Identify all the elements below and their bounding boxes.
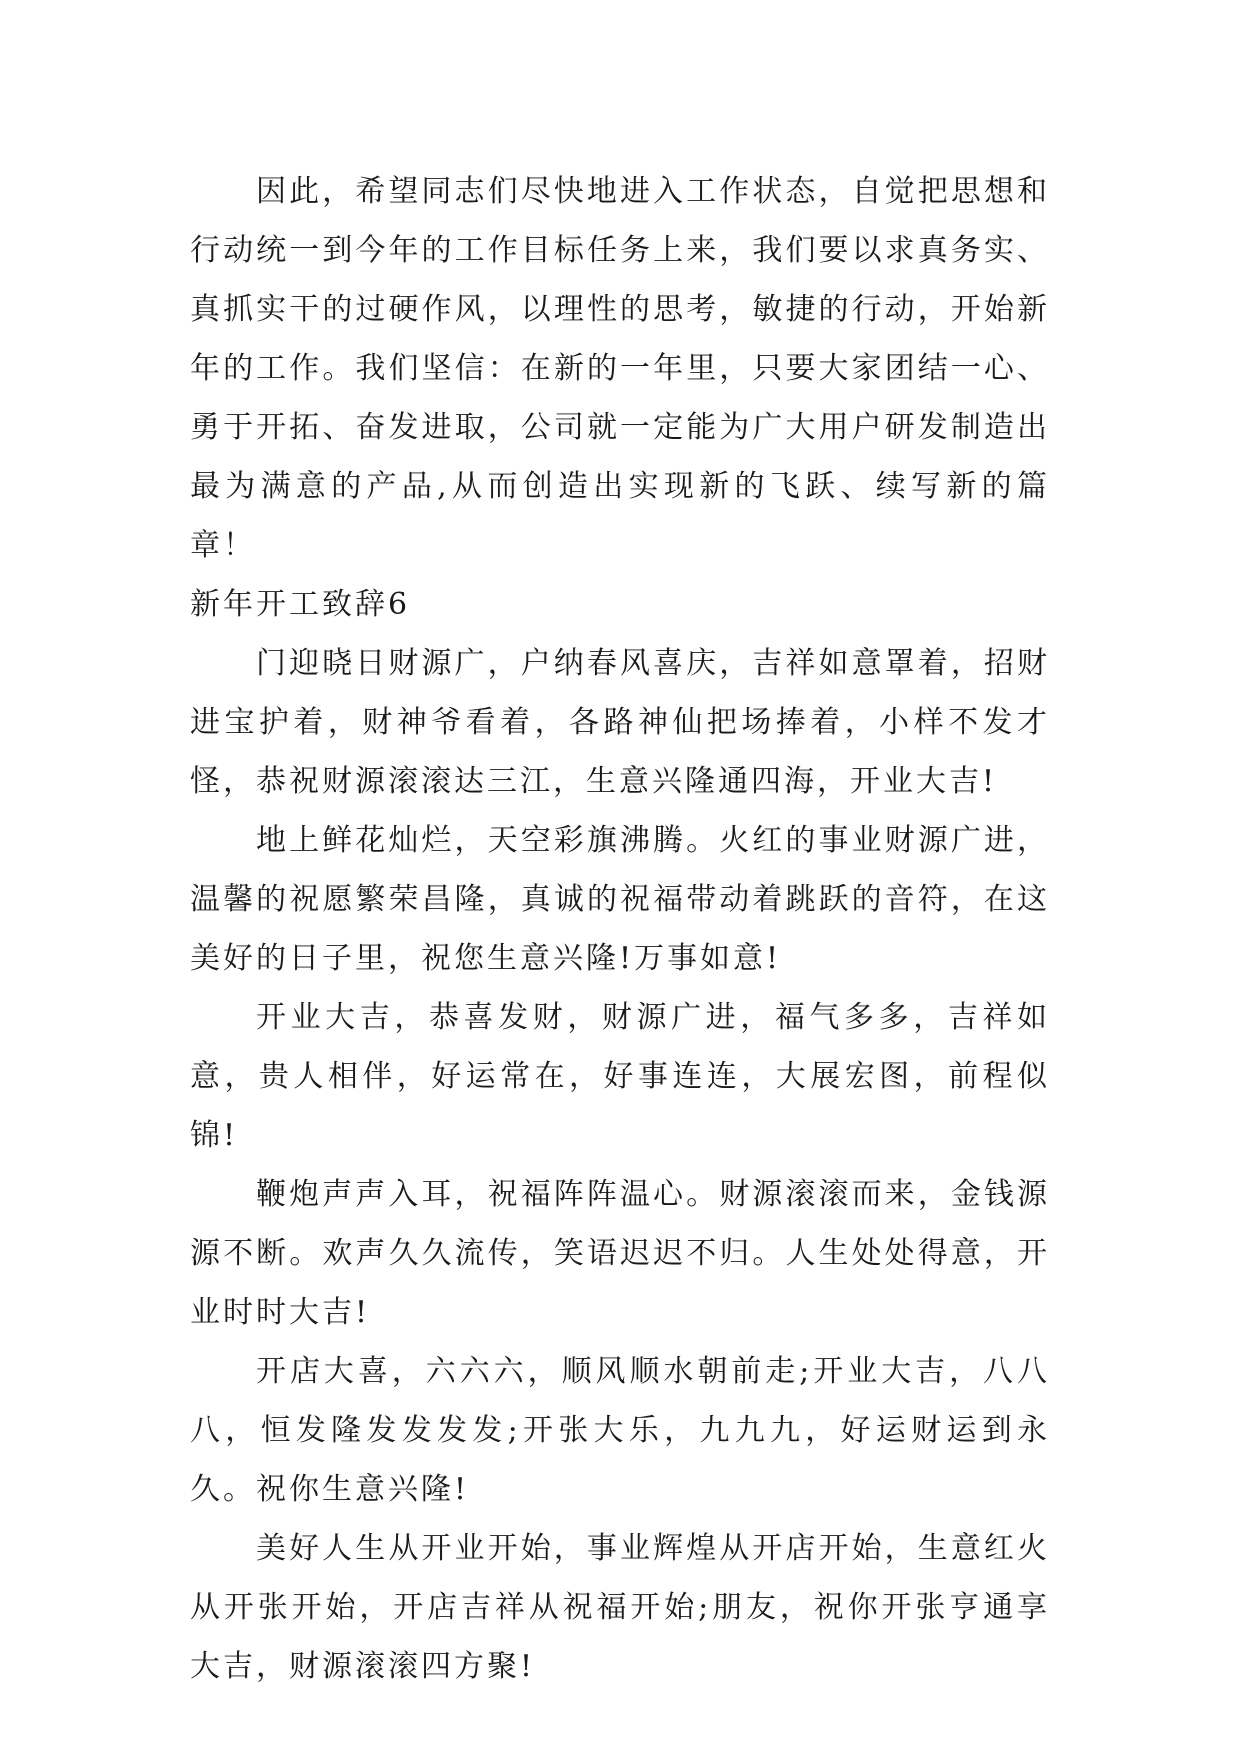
paragraph-blessing-5: 开店大喜，六六六，顺风顺水朝前走;开业大吉，八八八，恒发隆发发发发;开张大乐，九九九，好运财运到永久。祝你生意兴隆!: [190, 1354, 1050, 1507]
paragraph-blessing-2: 地上鲜花灿烂，天空彩旗沸腾。火红的事业财源广进，温馨的祝愿繁荣昌隆，真诚的祝福带动着跳跃的音符，在这美好的日子里，祝您生意兴隆!万事如意!: [190, 823, 1050, 976]
paragraph-blessing-6: 美好人生从开业开始，事业辉煌从开店开始，生意红火从开张开始，开店吉祥从祝福开始;朋友，祝你开张亨通享大吉，财源滚滚四方聚!: [190, 1531, 1050, 1684]
paragraph-blessing-1: 门迎晓日财源广，户纳春风喜庆，吉祥如意罩着，招财进宝护着，财神爷看着，各路神仙把场捧着，小样不发才怪，恭祝财源滚滚达三江，生意兴隆通四海，开业大吉!: [190, 646, 1050, 799]
paragraph-blessing-3: 开业大吉，恭喜发财，财源广进，福气多多，吉祥如意，贵人相伴，好运常在，好事连连，大展宏图，前程似锦!: [190, 1000, 1050, 1153]
paragraph-blessing-4: 鞭炮声声入耳，祝福阵阵温心。财源滚滚而来，金钱源源不断。欢声久久流传，笑语迟迟不归。人生处处得意，开业时时大吉!: [190, 1177, 1050, 1330]
paragraph-closing-remarks: 因此，希望同志们尽快地进入工作状态，自觉把思想和行动统一到今年的工作目标任务上来，我们要以求真务实、真抓实干的过硬作风，以理性的思考，敏捷的行动，开始新年的工作。我们坚信：在新的一年里，只要大家团结一心、勇于开拓、奋发进取，公司就一定能为广大用户研发制造出最为满意的产品,从而创造出实现新的飞跃、续写新的篇章！: [190, 174, 1050, 563]
section-heading: 新年开工致辞6: [190, 587, 411, 622]
document-body: [190, 162, 1050, 1696]
